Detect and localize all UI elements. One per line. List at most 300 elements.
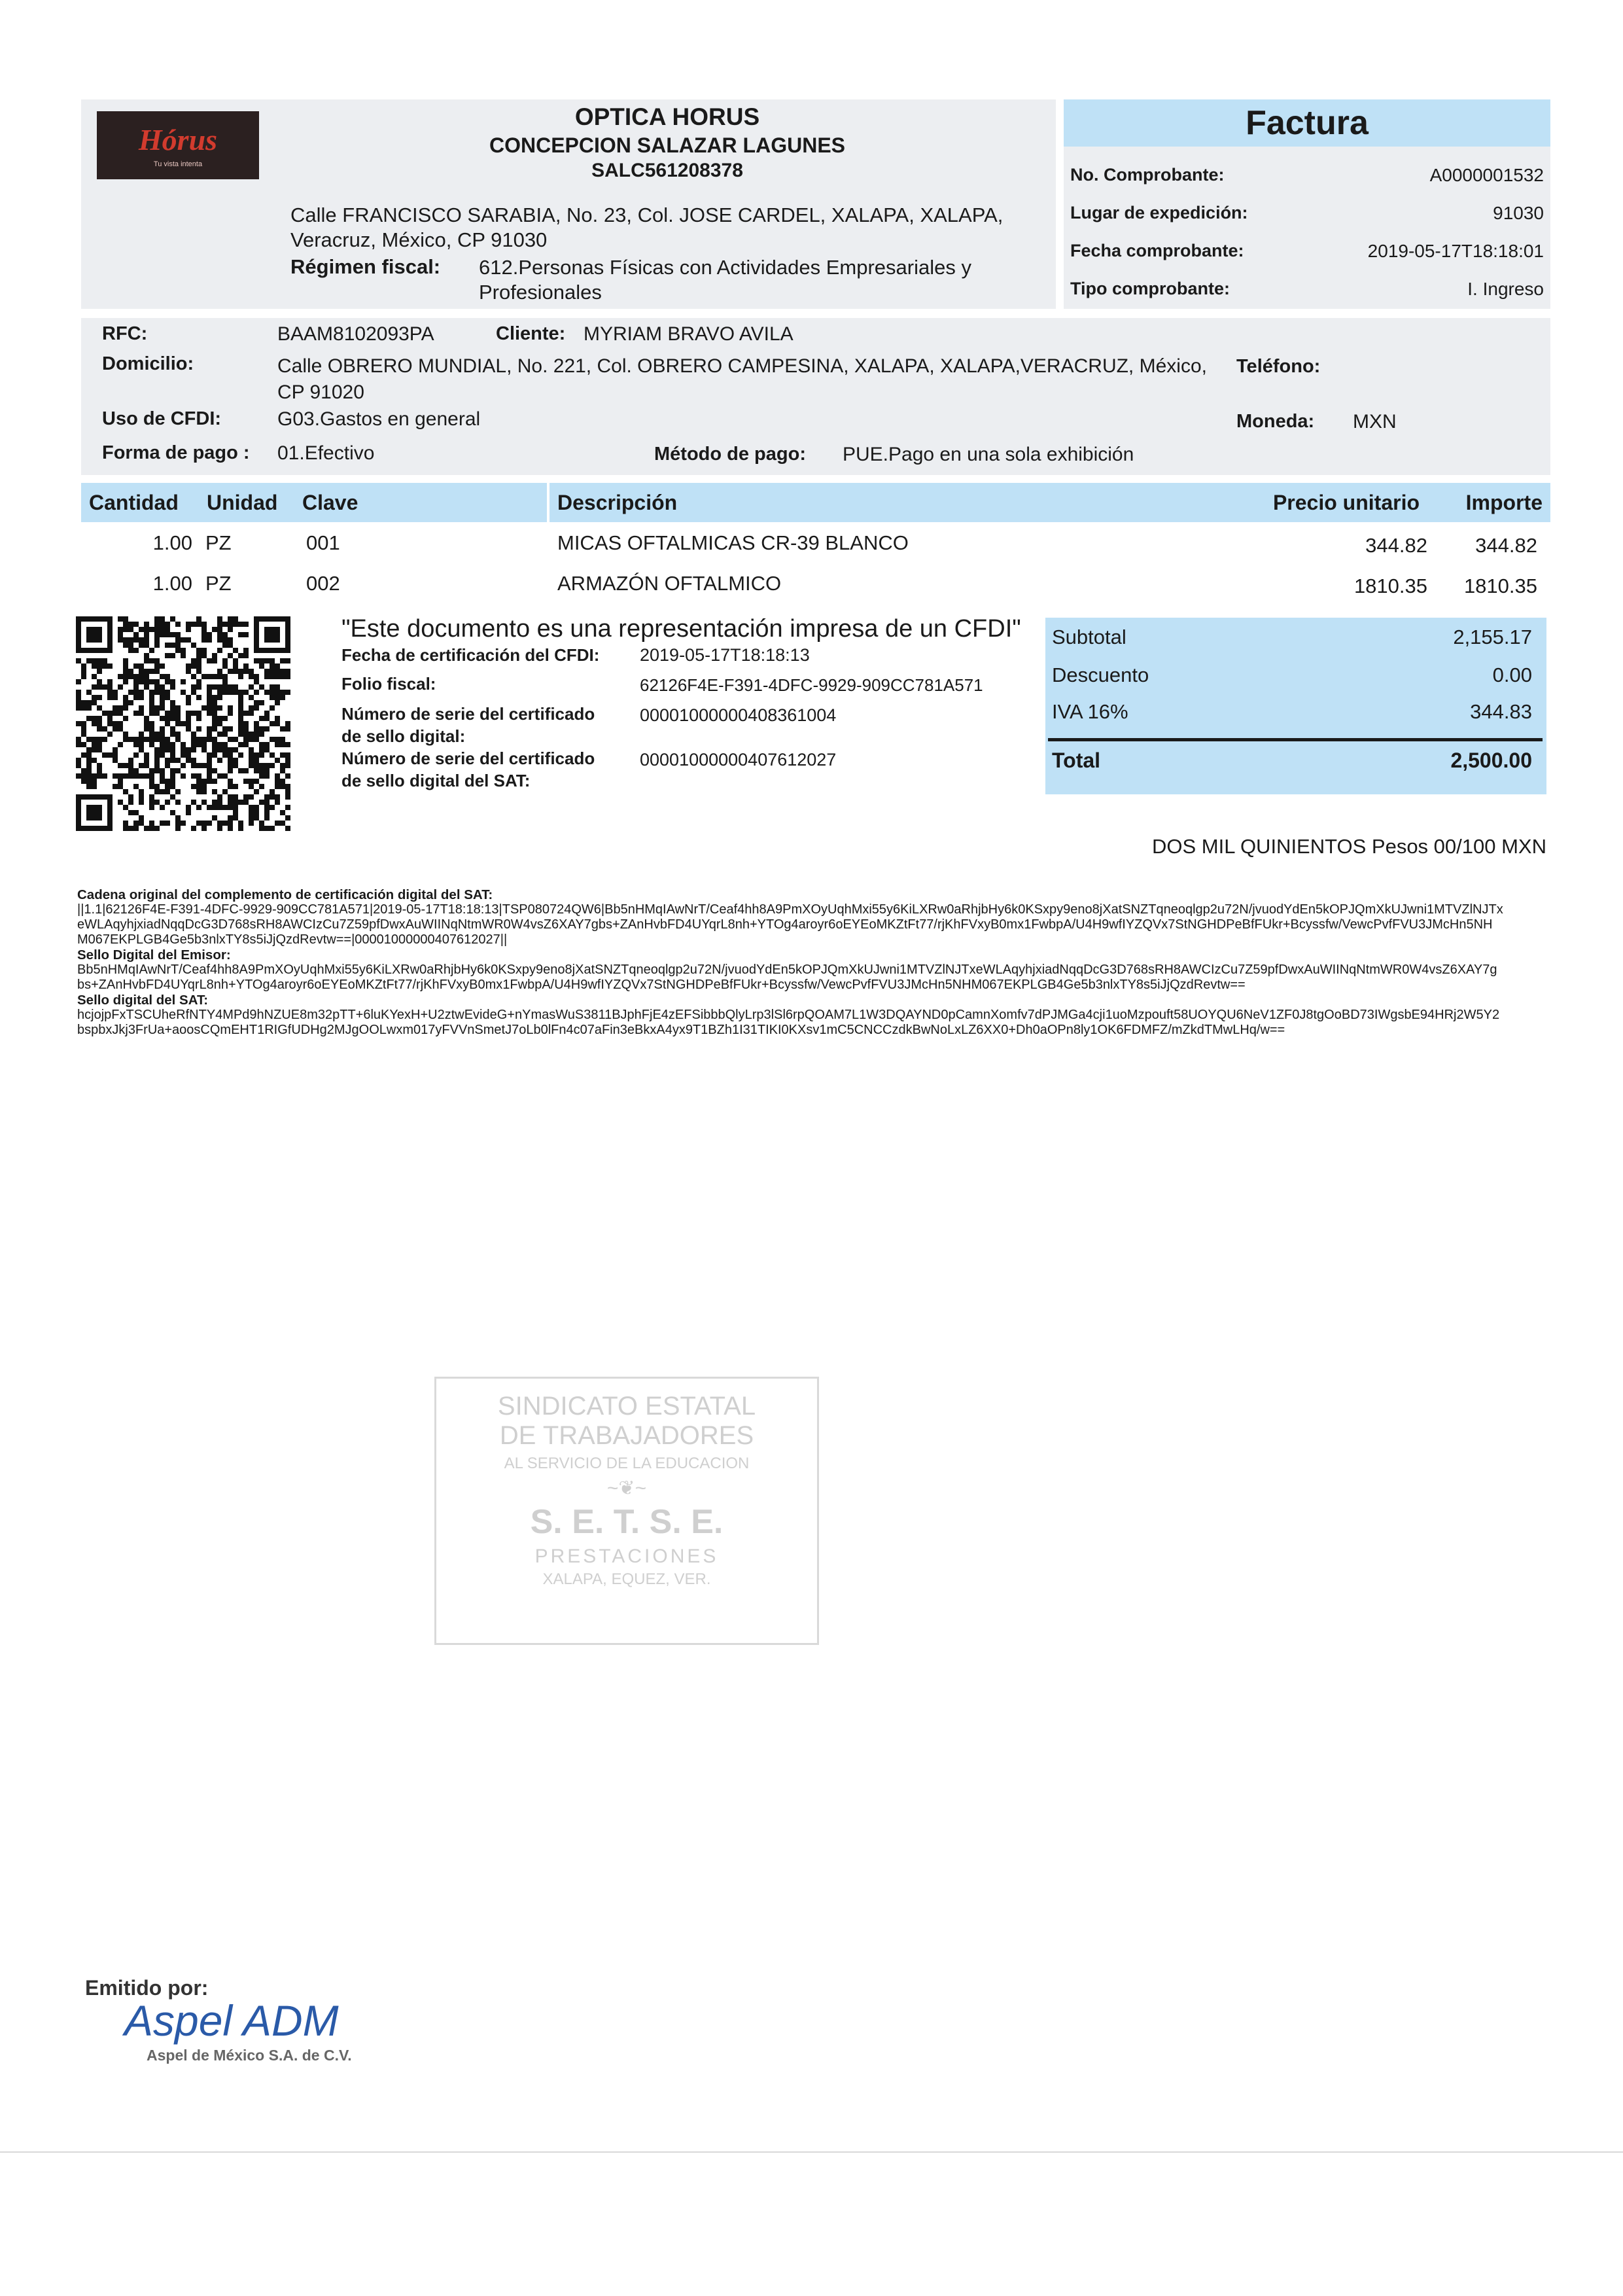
qr-module	[165, 711, 170, 716]
qr-module	[170, 742, 175, 747]
rfc-value: BAAM8102093PA	[277, 323, 434, 345]
qr-module	[154, 622, 160, 627]
qr-module	[207, 695, 212, 700]
qr-module	[191, 663, 196, 669]
qr-module	[285, 721, 290, 726]
header-importe: Importe	[1426, 483, 1550, 522]
metodo-pago-value: PUE.Pago en una sola exhibición	[843, 444, 1134, 465]
qr-module	[238, 716, 243, 721]
qr-module	[249, 705, 254, 711]
qr-module	[86, 779, 92, 784]
qr-module	[222, 637, 228, 643]
qr-module	[139, 637, 144, 643]
qr-module	[196, 616, 201, 622]
qr-module	[217, 627, 222, 632]
qr-module	[92, 663, 97, 669]
qr-module	[285, 794, 290, 800]
qr-module	[133, 690, 139, 695]
row-importe: 1810.35	[1463, 574, 1537, 597]
qr-module	[76, 758, 81, 763]
qr-module	[165, 653, 170, 658]
qr-module	[76, 679, 81, 684]
qr-module	[254, 674, 259, 679]
cadena-label: Cadena original del complemento de certificación digital del SAT:	[77, 887, 493, 902]
qr-module	[233, 669, 238, 674]
qr-module	[233, 648, 238, 653]
qr-module	[149, 784, 154, 789]
qr-module	[212, 800, 217, 805]
qr-module	[86, 747, 92, 752]
qr-module	[165, 737, 170, 742]
qr-module	[139, 663, 144, 669]
qr-module	[238, 732, 243, 737]
qr-module	[139, 742, 144, 747]
qr-module	[259, 663, 264, 669]
qr-module	[97, 695, 102, 700]
qr-module	[123, 616, 128, 622]
qr-module	[139, 711, 144, 716]
qr-module	[212, 805, 217, 810]
qr-module	[144, 758, 149, 763]
qr-module	[201, 747, 207, 752]
qr-module	[217, 773, 222, 779]
header-descripcion: Descripción	[550, 483, 1225, 522]
qr-module	[217, 637, 222, 643]
qr-module	[243, 663, 249, 669]
qr-module	[270, 794, 275, 800]
qr-module	[212, 700, 217, 705]
qr-module	[212, 653, 217, 658]
qr-module	[254, 752, 259, 758]
qr-module	[259, 747, 264, 752]
qr-module	[275, 695, 280, 700]
qr-module	[280, 779, 285, 784]
qr-module	[133, 684, 139, 690]
qr-module	[222, 622, 228, 627]
qr-module	[196, 695, 201, 700]
qr-module	[133, 711, 139, 716]
qr-module	[275, 669, 280, 674]
qr-module	[76, 742, 81, 747]
qr-module	[243, 737, 249, 742]
qr-module	[133, 637, 139, 643]
qr-module	[275, 663, 280, 669]
qr-module	[160, 789, 165, 794]
qr-module	[128, 794, 133, 800]
qr-module	[228, 637, 233, 643]
qr-module	[86, 658, 92, 663]
qr-module	[191, 742, 196, 747]
qr-module	[175, 826, 181, 831]
metodo-pago-label: Método de pago:	[654, 444, 806, 465]
forma-pago-value: 01.Efectivo	[277, 442, 375, 464]
qr-module	[123, 679, 128, 684]
qr-module	[139, 674, 144, 679]
qr-module	[270, 690, 275, 695]
qr-module	[254, 789, 259, 794]
qr-module	[238, 821, 243, 826]
qr-module	[160, 700, 165, 705]
qr-module	[254, 805, 259, 810]
qr-module	[270, 695, 275, 700]
qr-module	[243, 690, 249, 695]
qr-module	[144, 726, 149, 732]
invoice-field-row	[1070, 279, 1544, 300]
invoice-field-label: Fecha comprobante:	[1070, 241, 1244, 260]
qr-module	[113, 747, 118, 752]
qr-module	[207, 711, 212, 716]
qr-module	[170, 773, 175, 779]
qr-module	[118, 637, 123, 643]
qr-module	[154, 789, 160, 794]
qr-module	[270, 752, 275, 758]
qr-module	[149, 773, 154, 779]
qr-code-graphic	[76, 616, 290, 831]
seals-block	[77, 887, 1503, 1038]
qr-module	[160, 663, 165, 669]
qr-module	[144, 752, 149, 758]
qr-module	[133, 737, 139, 742]
qr-module	[228, 726, 233, 732]
qr-module	[149, 737, 154, 742]
qr-module	[123, 716, 128, 721]
totals-divider	[1048, 738, 1543, 741]
cliente-label: Cliente:	[496, 323, 566, 344]
qr-module	[217, 622, 222, 627]
qr-module	[81, 779, 86, 784]
qr-module	[249, 737, 254, 742]
qr-module	[264, 658, 270, 663]
qr-module	[285, 789, 290, 794]
logo-text: Hórus	[138, 123, 218, 156]
qr-module	[170, 768, 175, 773]
qr-module	[107, 752, 113, 758]
qr-module	[160, 632, 165, 637]
qr-module	[254, 758, 259, 763]
forma-pago-label: Forma de pago :	[102, 442, 250, 463]
qr-module	[133, 742, 139, 747]
qr-module	[76, 773, 81, 779]
qr-module	[107, 695, 113, 700]
qr-module	[222, 726, 228, 732]
qr-module	[186, 663, 191, 669]
qr-module	[118, 705, 123, 711]
sello-emisor-label: Sello Digital del Emisor:	[77, 947, 231, 963]
qr-module	[160, 684, 165, 690]
qr-module	[165, 721, 170, 726]
qr-finder-part	[86, 627, 102, 643]
qr-module	[81, 726, 86, 732]
qr-module	[149, 805, 154, 810]
qr-module	[275, 742, 280, 747]
qr-module	[285, 758, 290, 763]
qr-module	[222, 747, 228, 752]
qr-module	[275, 721, 280, 726]
qr-module	[280, 669, 285, 674]
qr-module	[128, 826, 133, 831]
qr-module	[123, 643, 128, 648]
qr-module	[201, 789, 207, 794]
qr-module	[285, 658, 290, 663]
qr-module	[97, 773, 102, 779]
qr-module	[233, 805, 238, 810]
qr-module	[212, 674, 217, 679]
qr-module	[118, 721, 123, 726]
qr-module	[181, 690, 186, 695]
qr-module	[259, 732, 264, 737]
qr-module	[160, 773, 165, 779]
qr-module	[191, 732, 196, 737]
qr-module	[133, 663, 139, 669]
qr-module	[154, 690, 160, 695]
qr-module	[128, 810, 133, 815]
cliente-value: MYRIAM BRAVO AVILA	[584, 323, 794, 345]
qr-module	[285, 773, 290, 779]
qr-module	[170, 758, 175, 763]
qr-module	[186, 726, 191, 732]
qr-module	[165, 632, 170, 637]
qr-module	[270, 763, 275, 768]
qr-module	[191, 800, 196, 805]
qr-module	[102, 773, 107, 779]
aspel-logo: Aspel ADM	[124, 1996, 339, 2045]
qr-module	[139, 815, 144, 821]
qr-module	[97, 684, 102, 690]
qr-module	[285, 815, 290, 821]
qr-module	[133, 674, 139, 679]
domicilio-label: Domicilio:	[102, 353, 194, 374]
qr-module	[181, 752, 186, 758]
row-clave: 002	[306, 572, 340, 595]
qr-module	[207, 732, 212, 737]
qr-module	[154, 643, 160, 648]
qr-module	[264, 805, 270, 810]
invoice-field-value: 2019-05-17T18:18:01	[1367, 241, 1544, 261]
qr-module	[275, 800, 280, 805]
qr-module	[280, 784, 285, 789]
qr-module	[196, 737, 201, 742]
qr-module	[175, 737, 181, 742]
qr-module	[97, 768, 102, 773]
qr-module	[92, 700, 97, 705]
qr-module	[123, 627, 128, 632]
qr-module	[97, 763, 102, 768]
qr-module	[154, 663, 160, 669]
qr-module	[222, 690, 228, 695]
qr-module	[207, 773, 212, 779]
qr-module	[212, 627, 217, 632]
qr-module	[175, 711, 181, 716]
qr-module	[228, 705, 233, 711]
qr-module	[280, 752, 285, 758]
qr-module	[207, 752, 212, 758]
qr-module	[196, 658, 201, 663]
qr-module	[249, 815, 254, 821]
qr-module	[144, 674, 149, 679]
qr-module	[275, 700, 280, 705]
qr-module	[222, 716, 228, 721]
qr-module	[139, 737, 144, 742]
qr-module	[207, 674, 212, 679]
qr-module	[259, 742, 264, 747]
qr-module	[228, 690, 233, 695]
qr-module	[160, 747, 165, 752]
qr-module	[196, 726, 201, 732]
qr-module	[228, 616, 233, 622]
qr-module	[133, 810, 139, 815]
qr-module	[144, 737, 149, 742]
invoice-field-row	[1070, 203, 1544, 224]
qr-module	[165, 674, 170, 679]
qr-module	[285, 674, 290, 679]
qr-module	[165, 821, 170, 826]
qr-module	[144, 643, 149, 648]
qr-module	[86, 737, 92, 742]
qr-module	[238, 800, 243, 805]
qr-module	[191, 711, 196, 716]
qr-module	[160, 616, 165, 622]
company-owner: CONCEPCION SALAZAR LAGUNES	[489, 133, 845, 157]
qr-module	[128, 674, 133, 679]
qr-module	[191, 763, 196, 768]
qr-module	[123, 805, 128, 810]
qr-module	[233, 794, 238, 800]
qr-module	[149, 800, 154, 805]
qr-module	[217, 669, 222, 674]
qr-module	[254, 810, 259, 815]
invoice-title: Factura	[1246, 104, 1369, 142]
qr-module	[222, 805, 228, 810]
qr-module	[264, 810, 270, 815]
subtotal-value: 2,155.17	[1453, 626, 1532, 648]
qr-module	[243, 653, 249, 658]
qr-module	[243, 669, 249, 674]
qr-module	[144, 826, 149, 831]
qr-module	[201, 779, 207, 784]
qr-module	[175, 789, 181, 794]
qr-module	[123, 737, 128, 742]
qr-module	[238, 768, 243, 773]
qr-module	[254, 700, 259, 705]
qr-module	[175, 643, 181, 648]
qr-module	[280, 658, 285, 663]
qr-module	[186, 752, 191, 758]
qr-module	[81, 768, 86, 773]
qr-module	[97, 663, 102, 669]
qr-module	[249, 794, 254, 800]
qr-module	[144, 679, 149, 684]
qr-module	[102, 663, 107, 669]
descuento-value: 0.00	[1492, 663, 1532, 686]
qr-module	[254, 679, 259, 684]
qr-module	[254, 690, 259, 695]
qr-module	[280, 674, 285, 679]
qr-module	[113, 705, 118, 711]
qr-module	[201, 784, 207, 789]
qr-module	[196, 763, 201, 768]
qr-module	[160, 779, 165, 784]
qr-module	[254, 705, 259, 711]
qr-module	[160, 627, 165, 632]
qr-module	[217, 721, 222, 726]
qr-module	[154, 658, 160, 663]
qr-module	[254, 763, 259, 768]
qr-module	[270, 669, 275, 674]
qr-module	[238, 826, 243, 831]
qr-module	[118, 773, 123, 779]
qr-module	[275, 684, 280, 690]
row-descripcion: MICAS OFTALMICAS CR-39 BLANCO	[557, 531, 909, 554]
qr-module	[123, 663, 128, 669]
qr-module	[123, 826, 128, 831]
qr-finder-part	[86, 805, 102, 821]
qr-module	[97, 737, 102, 742]
qr-module	[144, 669, 149, 674]
qr-module	[144, 716, 149, 721]
qr-module	[196, 669, 201, 674]
qr-module	[238, 695, 243, 700]
qr-module	[222, 643, 228, 648]
qr-module	[154, 732, 160, 737]
qr-module	[102, 658, 107, 663]
qr-module	[238, 721, 243, 726]
qr-module	[144, 763, 149, 768]
qr-module	[154, 711, 160, 716]
qr-module	[243, 768, 249, 773]
qr-module	[186, 805, 191, 810]
invoice-field-value: A0000001532	[1429, 165, 1544, 185]
qr-module	[270, 826, 275, 831]
header-unidad: Unidad	[199, 483, 297, 522]
qr-module	[285, 669, 290, 674]
qr-module	[123, 658, 128, 663]
qr-module	[201, 742, 207, 747]
qr-module	[280, 742, 285, 747]
qr-module	[154, 679, 160, 684]
invoice-field-label: No. Comprobante:	[1070, 165, 1225, 185]
qr-module	[228, 784, 233, 789]
qr-module	[144, 632, 149, 637]
qr-module	[86, 784, 92, 789]
qr-module	[212, 716, 217, 721]
qr-module	[207, 726, 212, 732]
qr-module	[133, 752, 139, 758]
qr-module	[118, 627, 123, 632]
qr-module	[249, 684, 254, 690]
qr-module	[107, 679, 113, 684]
qr-module	[233, 684, 238, 690]
cfdi-fecha-label: Fecha de certificación del CFDI:	[341, 645, 600, 665]
qr-module	[191, 773, 196, 779]
qr-module	[86, 763, 92, 768]
qr-module	[139, 747, 144, 752]
qr-module	[170, 784, 175, 789]
qr-module	[144, 637, 149, 643]
moneda-value: MXN	[1353, 411, 1397, 433]
invoice-field-row	[1070, 241, 1544, 262]
qr-module	[228, 763, 233, 768]
header-clave: Clave	[294, 483, 547, 522]
qr-module	[118, 726, 123, 732]
qr-module	[97, 742, 102, 747]
qr-module	[238, 690, 243, 695]
qr-module	[149, 826, 154, 831]
qr-module	[76, 690, 81, 695]
qr-module	[113, 752, 118, 758]
qr-module	[201, 763, 207, 768]
qr-module	[201, 737, 207, 742]
qr-module	[81, 742, 86, 747]
